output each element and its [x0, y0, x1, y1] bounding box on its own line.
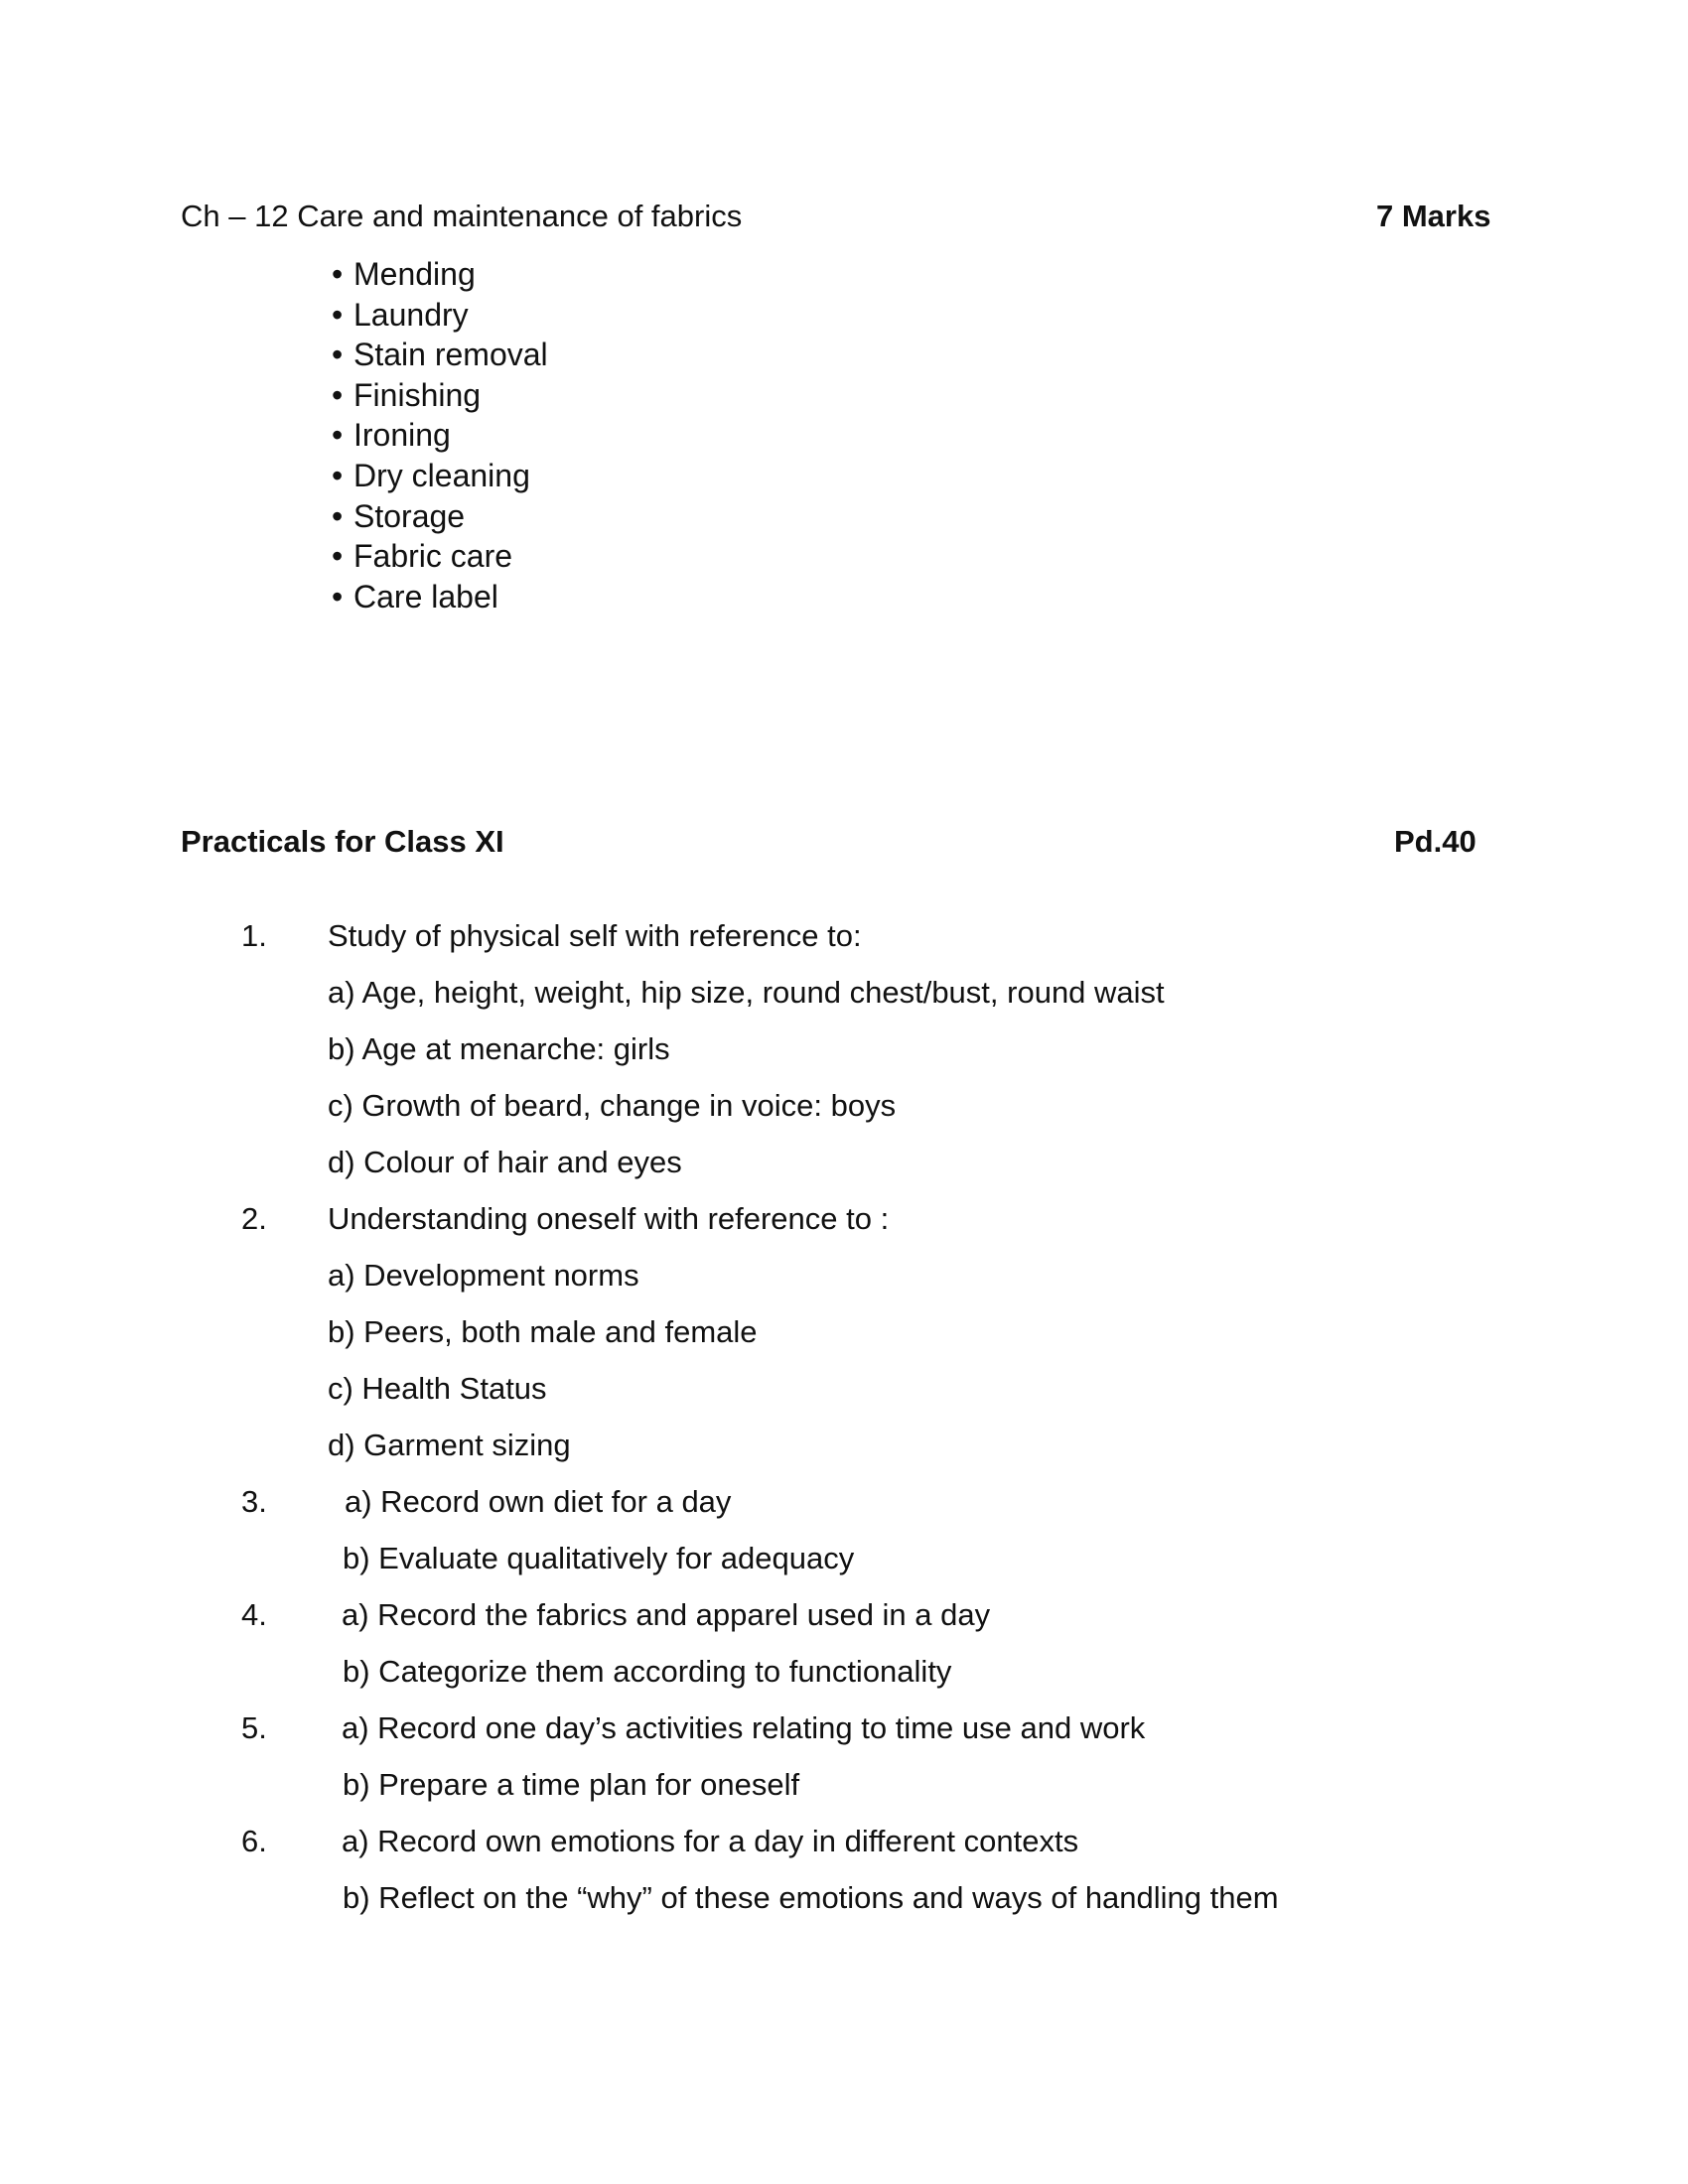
item-line: b) Evaluate qualitatively for adequacy [343, 1541, 855, 1575]
item-number: 2. [241, 1201, 267, 1236]
bullet-icon: • [332, 296, 344, 333]
item-number: 3. [241, 1484, 267, 1519]
bullet-icon: • [332, 376, 344, 413]
item-line: a) Development norms [328, 1258, 639, 1293]
chapter-topic-list [332, 254, 548, 616]
topic-label: Ironing [353, 417, 451, 454]
bullet-icon: • [332, 578, 344, 614]
topic-label: Fabric care [353, 538, 513, 575]
chapter-title: Ch – 12 Care and maintenance of fabrics [181, 199, 743, 233]
bullet-icon: • [332, 337, 344, 373]
bullet-icon: • [332, 497, 344, 534]
list-item [332, 577, 548, 617]
topic-label: Mending [353, 256, 476, 292]
item-line: b) Prepare a time plan for oneself [343, 1767, 800, 1802]
bullet-icon: • [332, 256, 344, 292]
item-line: b) Peers, both male and female [328, 1314, 758, 1349]
list-item [332, 375, 548, 416]
bullet-icon: • [332, 417, 344, 454]
item-line: d) Garment sizing [328, 1428, 571, 1462]
list-item [332, 335, 548, 375]
item-number: 6. [241, 1824, 267, 1858]
topic-label: Laundry [353, 296, 469, 333]
list-item [332, 295, 548, 336]
topic-label: Storage [353, 497, 466, 534]
item-number: 4. [241, 1597, 267, 1632]
list-item [332, 536, 548, 577]
item-number: 5. [241, 1710, 267, 1745]
topic-label: Dry cleaning [353, 457, 530, 493]
topic-label: Finishing [353, 376, 482, 413]
item-line: b) Categorize them according to functionality [343, 1654, 952, 1689]
list-item [332, 254, 548, 295]
item-line: b) Reflect on the “why” of these emotions and ways of handling them [343, 1880, 1279, 1915]
list-item [332, 415, 548, 456]
practicals-periods: Pd.40 [1394, 824, 1477, 859]
item-line: c) Growth of beard, change in voice: boys [328, 1088, 897, 1123]
item-line: a) Record own emotions for a day in different contexts [342, 1824, 1079, 1858]
chapter-marks: 7 Marks [1376, 199, 1491, 233]
list-item [332, 456, 548, 496]
item-line: a) Record one day’s activities relating to time use and work [342, 1710, 1146, 1745]
practicals-title: Practicals for Class XI [181, 824, 504, 859]
bullet-icon: • [332, 457, 344, 493]
bullet-icon: • [332, 538, 344, 575]
list-item [332, 496, 548, 537]
item-line: b) Age at menarche: girls [328, 1031, 670, 1066]
item-line: d) Colour of hair and eyes [328, 1145, 682, 1179]
item-line: a) Record own diet for a day [345, 1484, 732, 1519]
topic-label: Stain removal [353, 337, 548, 373]
item-line: Study of physical self with reference to: [328, 918, 862, 953]
topic-label: Care label [353, 578, 498, 614]
item-line: a) Record the fabrics and apparel used in a day [342, 1597, 991, 1632]
item-line: a) Age, height, weight, hip size, round chest/bust, round waist [328, 975, 1165, 1010]
item-number: 1. [241, 918, 267, 953]
item-line: c) Health Status [328, 1371, 547, 1406]
item-line: Understanding oneself with reference to : [328, 1201, 890, 1236]
